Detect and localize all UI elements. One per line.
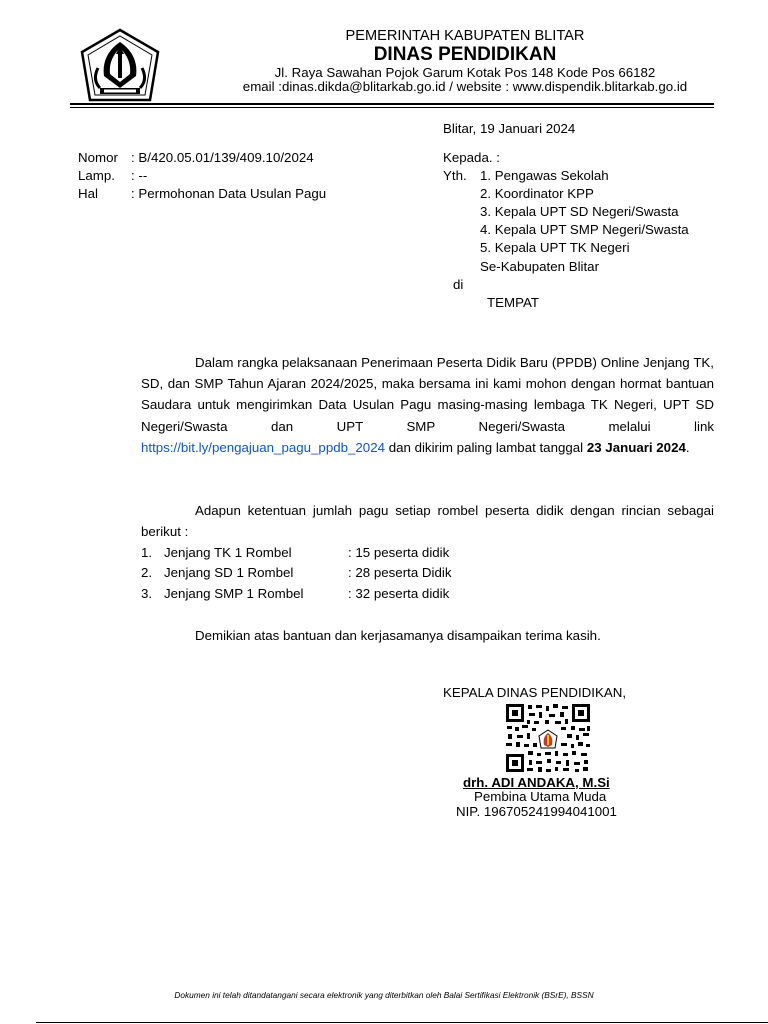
closing-text: Demikian atas bantuan dan kerjasamanya disampaikan terima kasih. [195, 628, 601, 643]
rombel-num: 3. [141, 586, 153, 601]
yth-label: Yth. [443, 168, 467, 183]
pagu-submission-link[interactable]: https://bit.ly/pengajuan_pagu_ppdb_2024 [141, 439, 385, 455]
rombel-label: Jenjang TK 1 Rombel [164, 545, 292, 560]
rombel-value: : 28 peserta Didik [348, 565, 452, 580]
signatory-title: KEPALA DINAS PENDIDIKAN, [443, 685, 627, 700]
lamp-label: Lamp. [78, 168, 115, 183]
recipient-item: 5. Kepala UPT TK Negeri [480, 240, 630, 255]
hal-value: : Permohonan Data Usulan Pagu [131, 186, 327, 201]
qr-code-icon[interactable] [505, 703, 591, 773]
recipient-item: 4. Kepala UPT SMP Negeri/Swasta [480, 222, 689, 237]
rombel-num: 2. [141, 565, 153, 580]
kepada-label: Kepada. : [443, 150, 500, 165]
letterhead-rule-thin [70, 107, 714, 108]
nomor-value: : B/420.05.01/139/409.10/2024 [131, 150, 314, 165]
rombel-num: 1. [141, 545, 153, 560]
letterhead-address: Jl. Raya Sawahan Pojok Garum Kotak Pos 148 Kode Pos 66182 [274, 65, 656, 80]
letterhead-rule [70, 103, 714, 105]
paragraph-text: Adapun ketentuan jumlah pagu setiap rombel peserta didik dengan rincian sebagai berikut : [141, 503, 714, 540]
paragraph-text: dan dikirim paling lambat tanggal [388, 439, 584, 455]
body-paragraph-1 [141, 352, 714, 458]
rombel-value: : 15 peserta didik [348, 545, 450, 560]
footer-rule [36, 1022, 768, 1023]
letter-date: Blitar, 19 Januari 2024 [443, 121, 576, 136]
paragraph-text: Dalam rangka pelaksanaan Penerimaan Peserta Didik Baru (PPDB) Online Jenjang TK, SD, dan SMP Tahun Ajaran 2024/2025, maka bersama ini kami mohon dengan hormat bantuan Saudara untuk mengirimkan Data Usulan Pagu masing-masing lembaga TK Negeri, UPT SD Negeri/Swasta dan UPT SMP Negeri/Swasta melalui link [141, 355, 714, 434]
letterhead-government: PEMERINTAH KABUPATEN BLITAR [345, 28, 585, 44]
letterhead-contact: email :dinas.dikda@blitarkab.go.id / website : www.dispendik.blitarkab.go.id [242, 79, 688, 94]
signatory-name: drh. ADI ANDAKA, M.Si [463, 775, 610, 790]
hal-label: Hal [78, 186, 98, 201]
recipient-tempat: TEMPAT [487, 295, 539, 310]
blitar-regency-emblem-icon [78, 28, 162, 102]
body-paragraph-2 [141, 500, 714, 542]
recipient-item: 2. Koordinator KPP [480, 186, 594, 201]
rombel-label: Jenjang SMP 1 Rombel [164, 586, 304, 601]
letterhead-department: DINAS PENDIDIKAN [373, 44, 557, 65]
lamp-value: : -- [131, 168, 148, 183]
paragraph-text: . [685, 439, 690, 455]
recipient-item: 1. Pengawas Sekolah [480, 168, 609, 183]
e-signature-note: Dokumen ini telah ditandatangani secara elektronik yang diterbitkan oleh Balai Sertifikasi Elektronik (BSrE), BSSN [174, 990, 594, 1000]
recipient-di: di [453, 277, 464, 292]
recipient-item: 3. Kepala UPT SD Negeri/Swasta [480, 204, 679, 219]
rombel-label: Jenjang SD 1 Rombel [164, 565, 294, 580]
deadline-date: 23 Januari 2024 [586, 439, 686, 455]
nomor-label: Nomor [78, 150, 118, 165]
rombel-value: : 32 peserta didik [348, 586, 450, 601]
recipient-region: Se-Kabupaten Blitar [480, 259, 600, 274]
signatory-rank: Pembina Utama Muda [474, 789, 607, 804]
signatory-nip: NIP. 196705241994041001 [456, 804, 617, 819]
